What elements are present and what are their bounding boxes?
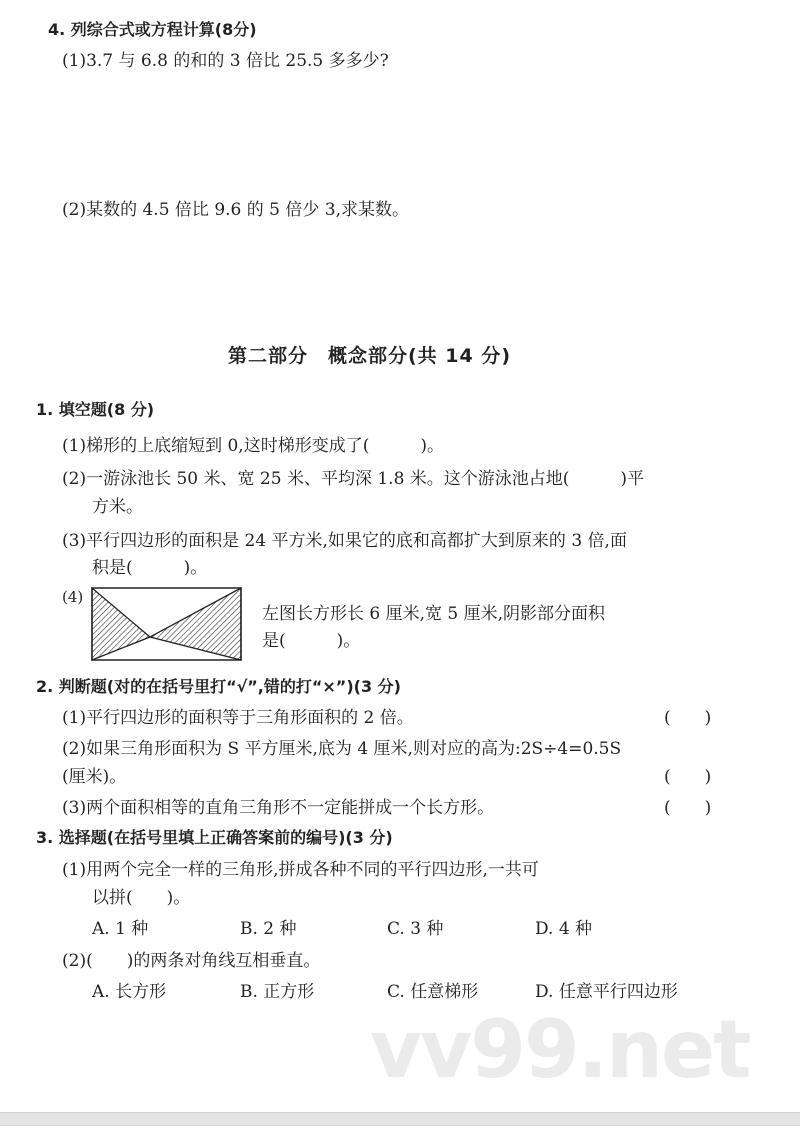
rectangle-shaded-figure	[90, 586, 244, 663]
s3-q2-option-d: D. 任意平行四边形	[535, 982, 678, 1002]
s3-q1-line1: (1)用两个完全一样的三角形,拼成各种不同的平行四边形,一共可	[62, 860, 539, 880]
page-separator	[0, 1112, 800, 1126]
q4-heading: 4. 列综合式或方程计算(8分)	[48, 20, 257, 39]
shaded-triangle-right	[150, 588, 241, 660]
section3-heading: 3. 选择题(在括号里填上正确答案前的编号)(3 分)	[36, 828, 393, 847]
s3-q1-option-b: B. 2 种	[240, 919, 297, 939]
s1-q3-line1: (3)平行四边形的面积是 24 平方米,如果它的底和高都扩大到原来的 3 倍,面	[62, 531, 627, 551]
s2-q2-blank[interactable]: ( )	[664, 767, 712, 787]
s3-q2-option-b: B. 正方形	[240, 982, 315, 1002]
s3-q1-option-a: A. 1 种	[92, 919, 149, 939]
watermark: vv99.net	[370, 1003, 750, 1096]
s1-q2-line1: (2)一游泳池长 50 米、宽 25 米、平均深 1.8 米。这个游泳池占地( )平	[62, 469, 645, 489]
q4-part1: (1)3.7 与 6.8 的和的 3 倍比 25.5 多多少?	[62, 51, 389, 71]
s2-q2-line2: (厘米)。	[62, 767, 127, 787]
q4-part2: (2)某数的 4.5 倍比 9.6 的 5 倍少 3,求某数。	[62, 200, 410, 220]
s2-q3: (3)两个面积相等的直角三角形不一定能拼成一个长方形。	[62, 798, 495, 818]
section2-heading: 2. 判断题(对的在括号里打“√”,错的打“×”)(3 分)	[36, 677, 401, 696]
s2-q1-blank[interactable]: ( )	[664, 708, 712, 728]
s2-q1: (1)平行四边形的面积等于三角形面积的 2 倍。	[62, 708, 414, 728]
s2-q3-blank[interactable]: ( )	[664, 798, 712, 818]
s3-q1-option-c: C. 3 种	[387, 919, 444, 939]
s1-q1: (1)梯形的上底缩短到 0,这时梯形变成了( )。	[62, 436, 444, 456]
s3-q2-option-c: C. 任意梯形	[387, 982, 479, 1002]
s3-q2-option-a: A. 长方形	[92, 982, 167, 1002]
s1-q4-label: (4)	[62, 588, 84, 606]
s1-q2-line2: 方米。	[92, 497, 143, 517]
s2-q2-line1: (2)如果三角形面积为 S 平方厘米,底为 4 厘米,则对应的高为:2S÷4=0.5S	[62, 739, 622, 759]
s1-q3-line2: 积是( )。	[92, 558, 208, 578]
s3-q2: (2)( )的两条对角线互相垂直。	[62, 951, 321, 971]
s3-q1-line2: 以拼( )。	[92, 888, 191, 908]
s1-q4-line2: 是( )。	[262, 631, 361, 651]
section1-heading: 1. 填空题(8 分)	[36, 400, 155, 419]
part2-title: 第二部分 概念部分(共 14 分)	[228, 345, 512, 367]
s1-q4-line1: 左图长方形长 6 厘米,宽 5 厘米,阴影部分面积	[262, 604, 606, 624]
s3-q1-option-d: D. 4 种	[535, 919, 593, 939]
shaded-triangle-left	[92, 588, 150, 660]
